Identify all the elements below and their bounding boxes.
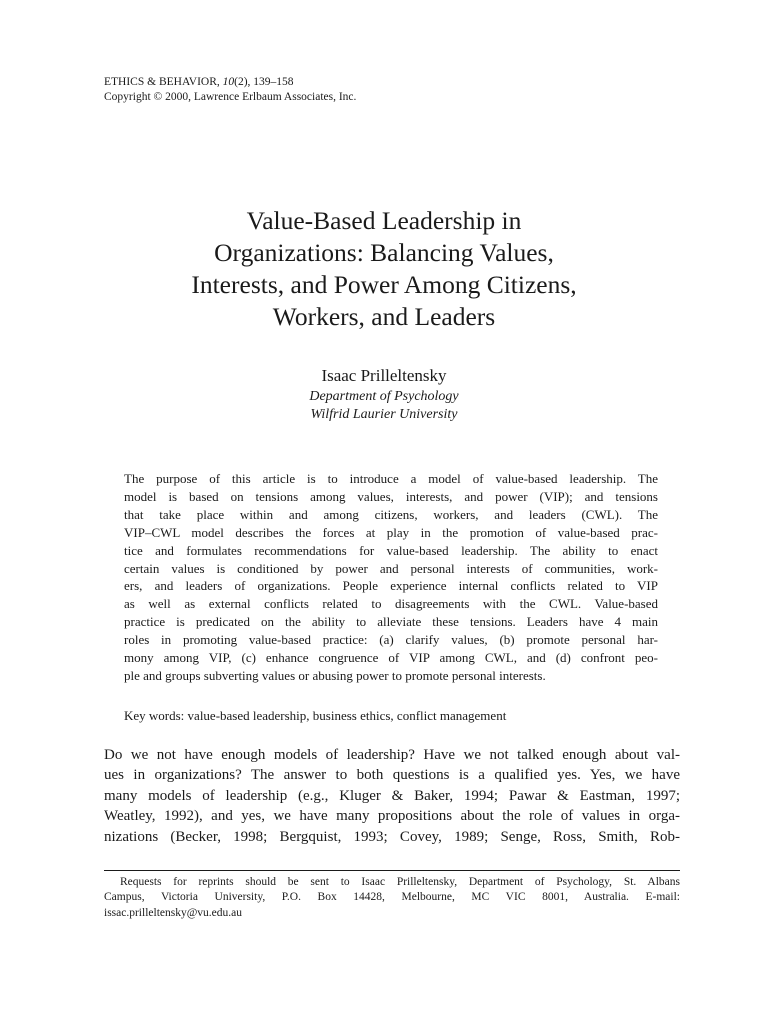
body-paragraph bbox=[104, 745, 680, 847]
abstract-line: that take place within and among citizens, workers, and leaders (CWL). The bbox=[124, 506, 658, 522]
abstract-line: model is based on tensions among values, interests, and power (VIP); and tensions bbox=[124, 488, 658, 504]
abstract-line: practice is predicated on the ability to alleviate these tensions. Leaders have 4 main bbox=[124, 614, 658, 630]
journal-citation bbox=[104, 75, 356, 90]
title-line: Workers, and Leaders bbox=[272, 302, 496, 331]
keywords: Key words: value-based leadership, business ethics, conflict management bbox=[124, 708, 507, 723]
title-line: Interests, and Power Among Citizens, bbox=[191, 270, 577, 299]
abstract-line: ers, and leaders of organizations. People experience internal conflicts related to VIP bbox=[124, 578, 658, 594]
author-name: Isaac Prilleltensky bbox=[321, 366, 447, 385]
title-line: Value-Based Leadership in bbox=[246, 206, 522, 235]
footnote-divider bbox=[104, 870, 680, 871]
abstract bbox=[124, 470, 658, 685]
journal-header bbox=[104, 75, 356, 104]
abstract-line: certain values is conditioned by power and personal interests of communities, work- bbox=[124, 560, 658, 576]
body-line: Weatley, 1992), and yes, we have many propositions about the role of values in orga- bbox=[104, 808, 680, 825]
footnote bbox=[104, 875, 680, 921]
article-title bbox=[0, 205, 768, 333]
affiliation-department: Department of Psychology bbox=[309, 389, 459, 404]
author-affiliation bbox=[0, 388, 768, 424]
footnote-email: issac.prilleltensky@vu.edu.au bbox=[104, 906, 243, 919]
abstract-line: The purpose of this article is to introduce a model of value-based leadership. The bbox=[124, 471, 658, 486]
journal-volume: 10 bbox=[222, 76, 235, 88]
body-line: many models of leadership (e.g., Kluger & Baker, 1994; Pawar & Eastman, 1997; bbox=[104, 787, 680, 804]
journal-name: ETHICS & BEHAVIOR, bbox=[104, 76, 220, 88]
body-line: ues in organizations? The answer to both questions is a qualified yes. Yes, we have bbox=[104, 767, 680, 784]
abstract-line: ple and groups subverting values or abusing power to promote personal interests. bbox=[124, 667, 546, 683]
abstract-line: tice and formulates recommendations for value-based leadership. The ability to enact bbox=[124, 542, 658, 558]
title-line: Organizations: Balancing Values, bbox=[214, 238, 554, 267]
abstract-line: VIP–CWL model describes the forces at play in the promotion of value-based prac- bbox=[124, 524, 658, 540]
journal-issue-pages: (2), 139–158 bbox=[234, 76, 294, 88]
abstract-line: roles in promoting value-based practice: (a) clarify values, (b) promote personal har- bbox=[124, 632, 658, 648]
copyright-line: Copyright © 2000, Lawrence Erlbaum Associates, Inc. bbox=[104, 90, 357, 103]
affiliation-university: Wilfrid Laurier University bbox=[310, 407, 458, 422]
body-line: nizations (Becker, 1998; Bergquist, 1993; Covey, 1989; Senge, Ross, Smith, Rob- bbox=[104, 828, 680, 845]
footnote-line: Campus, Victoria University, P.O. Box 14428, Melbourne, MC VIC 8001, Australia. E-mail: bbox=[104, 891, 680, 904]
footnote-line: Requests for reprints should be sent to Isaac Prilleltensky, Department of Psychology, St. Albans bbox=[120, 876, 680, 888]
abstract-line: mony among VIP, (c) enhance congruence of VIP among CWL, and (d) confront peo- bbox=[124, 650, 658, 666]
body-line: Do we not have enough models of leadership? Have we not talked enough about val- bbox=[104, 747, 680, 763]
abstract-line: as well as external conflicts related to disagreements with the CWL. Value-based bbox=[124, 596, 658, 612]
